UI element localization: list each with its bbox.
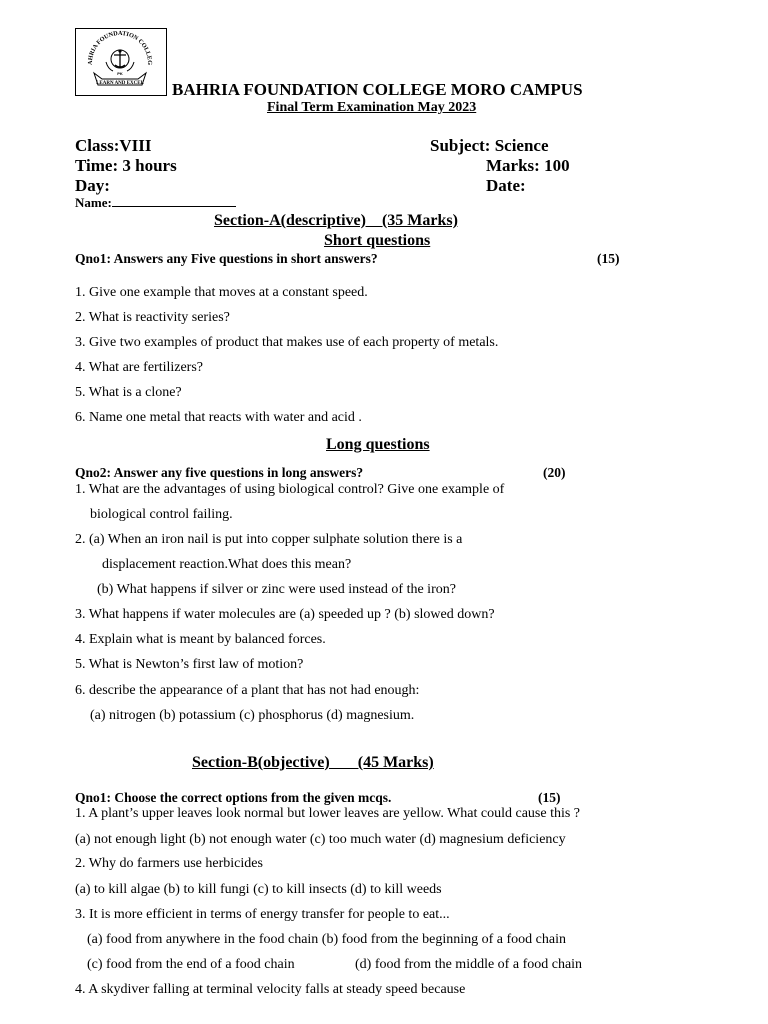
logo-text-bottom: LEARN AND EXCEL bbox=[96, 81, 144, 86]
time-label: Time: 3 hours bbox=[75, 156, 177, 175]
q1-marks: (15) bbox=[597, 251, 620, 266]
q2-instruction: Qno2: Answer any five questions in long answers? bbox=[75, 465, 364, 480]
section-b-q1-marks: (15) bbox=[538, 790, 561, 805]
day-label: Day: bbox=[75, 176, 110, 195]
exam-title: Final Term Examination May 2023 bbox=[267, 100, 477, 115]
mcq-1-options: (a) not enough light (b) not enough water (c) too much water (d) magnesium deficiency bbox=[75, 832, 566, 847]
short-question-3: 3. Give two examples of product that makes use of each property of metals. bbox=[75, 335, 499, 350]
subject-label: Subject: Science bbox=[430, 136, 549, 155]
long-questions-heading: Long questions bbox=[326, 436, 430, 453]
name-label: Name: bbox=[75, 195, 112, 210]
mcq-4-question: 4. A skydiver falling at terminal velocity falls at steady speed because bbox=[75, 982, 466, 997]
mcq-2-options: (a) to kill algae (b) to kill fungi (c) to kill insects (d) to kill weeds bbox=[75, 882, 442, 897]
mcq-3-question: 3. It is more efficient in terms of energy transfer for people to eat... bbox=[75, 907, 450, 922]
short-question-1: 1. Give one example that moves at a constant speed. bbox=[75, 285, 368, 300]
mcq-3-options-ab: (a) food from anywhere in the food chain (b) food from the beginning of a food chain bbox=[87, 932, 566, 947]
name-blank-line bbox=[112, 195, 236, 207]
mcq-1-question: 1. A plant’s upper leaves look normal but lower leaves are yellow. What could cause this ? bbox=[75, 806, 581, 821]
long-question-1-cont: biological control failing. bbox=[90, 507, 233, 522]
class-label: Class:VIII bbox=[75, 136, 152, 155]
college-crest-icon bbox=[76, 29, 165, 94]
college-name: BAHRIA FOUNDATION COLLEGE MORO CAMPUS bbox=[172, 80, 583, 99]
q2-marks: (20) bbox=[543, 465, 566, 480]
short-questions-heading: Short questions bbox=[324, 232, 431, 249]
q1-instruction: Qno1: Answers any Five questions in short answers? bbox=[75, 251, 378, 266]
long-question-5: 5. What is Newton’s first law of motion? bbox=[75, 657, 304, 672]
section-b-heading: Section-B(objective) (45 Marks) bbox=[192, 754, 434, 771]
short-question-5: 5. What is a clone? bbox=[75, 385, 182, 400]
long-question-2b: (b) What happens if silver or zinc were used instead of the iron? bbox=[97, 582, 456, 597]
college-logo bbox=[75, 28, 167, 96]
long-question-6-options: (a) nitrogen (b) potassium (c) phosphorus (d) magnesium. bbox=[90, 708, 415, 723]
long-question-3: 3. What happens if water molecules are (a) speeded up ? (b) slowed down? bbox=[75, 607, 495, 622]
mcq-3-option-c: (c) food from the end of a food chain bbox=[87, 957, 295, 972]
short-question-6: 6. Name one metal that reacts with water and acid . bbox=[75, 410, 362, 425]
short-question-2: 2. What is reactivity series? bbox=[75, 310, 230, 325]
mcq-3-option-d: (d) food from the middle of a food chain bbox=[355, 957, 583, 972]
long-question-2a-cont: displacement reaction.What does this mean? bbox=[102, 557, 352, 572]
long-question-6: 6. describe the appearance of a plant that has not had enough: bbox=[75, 683, 420, 698]
mcq-2-question: 2. Why do farmers use herbicides bbox=[75, 856, 263, 871]
svg-text:PK: PK bbox=[117, 71, 123, 76]
long-question-4: 4. Explain what is meant by balanced forces. bbox=[75, 632, 326, 647]
name-field bbox=[75, 195, 236, 211]
logo-text-top: AHRIA FOUNDATION COLLEG bbox=[86, 29, 154, 66]
short-question-4: 4. What are fertilizers? bbox=[75, 360, 204, 375]
svg-text:BAHRIA FOUNDATION COLLEGE bbox=[76, 29, 153, 65]
date-label: Date: bbox=[486, 176, 526, 195]
marks-label: Marks: 100 bbox=[486, 156, 570, 175]
section-a-heading: Section-A(descriptive) (35 Marks) bbox=[214, 212, 458, 229]
section-b-q1-instruction: Qno1: Choose the correct options from the given mcqs. bbox=[75, 790, 392, 805]
long-question-2a: 2. (a) When an iron nail is put into copper sulphate solution there is a bbox=[75, 532, 463, 547]
long-question-1: 1. What are the advantages of using biological control? Give one example of bbox=[75, 482, 505, 497]
